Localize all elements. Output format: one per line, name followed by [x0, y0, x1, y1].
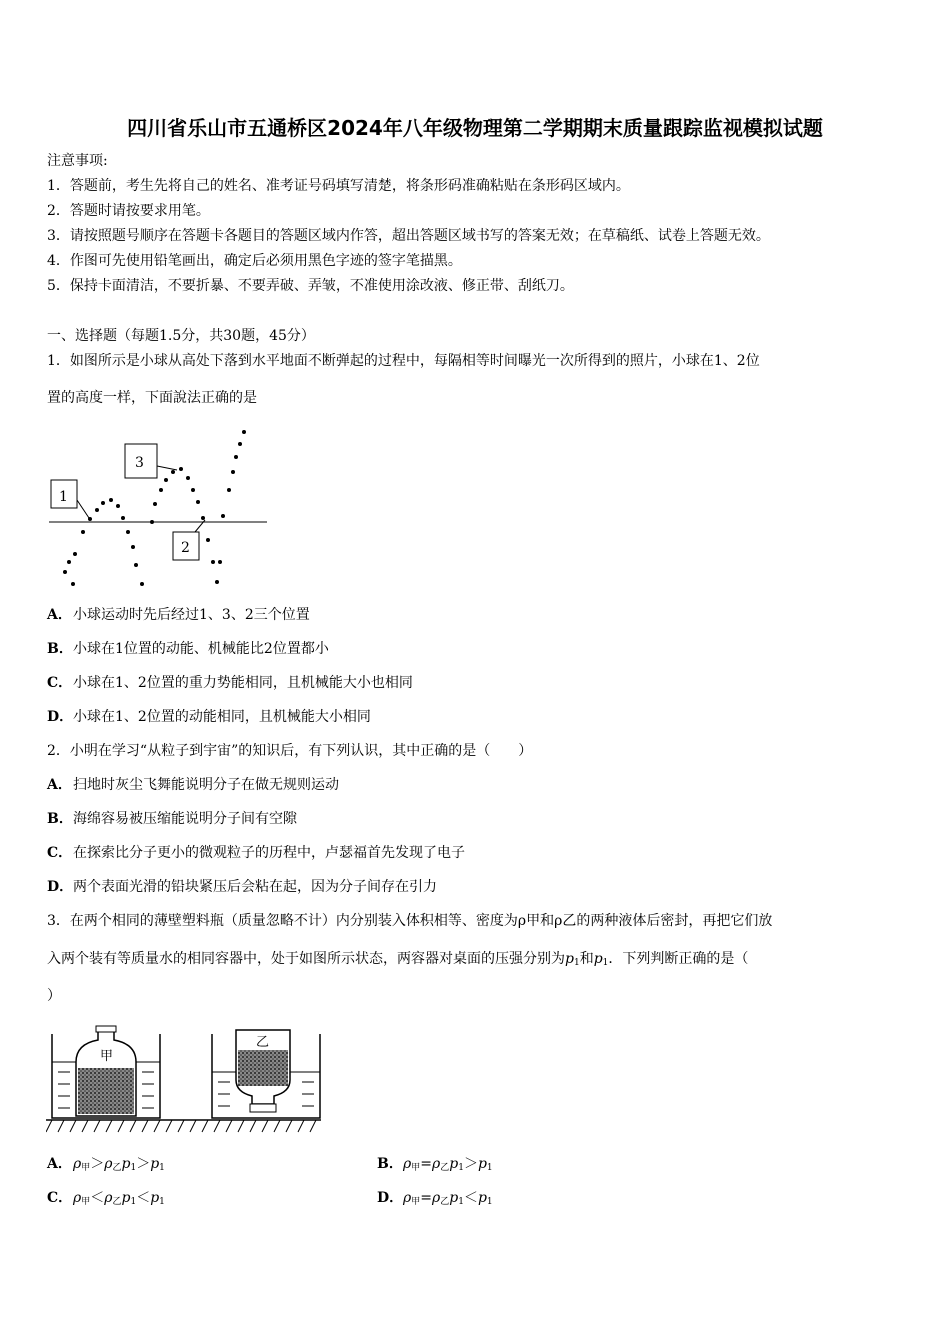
ground-hatch	[46, 1120, 316, 1132]
container-left	[52, 1026, 160, 1118]
q1-option-c: C．小球在1、2位置的重力势能相同，且机械能大小也相同	[47, 675, 413, 691]
q2-option-b: B．海绵容易被压缩能说明分子间有空隙	[47, 811, 297, 827]
bottles-figure	[46, 1024, 326, 1136]
fig-label-1: 1	[59, 489, 68, 505]
q3-stem-line2: 入两个装有等质量水的相同容器中，处于如图所示状态，两容器对桌面的压强分别为$p_1$和$p_1$．下列判断正确的是（	[47, 951, 749, 968]
q2-option-a: A．扫地时灰尘飞舞能说明分子在做无规则运动	[47, 777, 339, 793]
q3-option-b: B．$\rho_甲=\rho_乙p_1>p_1$	[377, 1156, 493, 1173]
q2-option-c: C．在探索比分子更小的微观粒子的历程中，卢瑟福首先发现了电子	[47, 845, 465, 861]
notice-item: 5．保持卡面清洁，不要折暴、不要弄破、弄皱，不准使用涂改液、修正带、刮纸刀。	[47, 278, 574, 294]
label-box-1	[51, 480, 89, 518]
fig-label-jia: 甲	[100, 1049, 114, 1064]
fig-label-yi: 乙	[256, 1035, 270, 1050]
q3-stem-line3: ）	[47, 988, 61, 1004]
q1-option-d: D．小球在1、2位置的动能相同，且机械能大小相同	[47, 709, 371, 725]
q1-option-a: A．小球运动时先后经过1、3、2三个位置	[47, 607, 310, 623]
q3-option-a: A．$\rho_甲>\rho_乙p_1>p_1$	[47, 1156, 165, 1173]
container-right	[212, 1030, 320, 1118]
q2-option-d: D．两个表面光滑的铅块紧压后会粘在起，因为分子间存在引力	[47, 879, 437, 895]
fig-label-3: 3	[135, 455, 144, 471]
section-heading: 一、选择题（每题1.5分，共30题，45分）	[47, 328, 315, 344]
fig-label-2: 2	[181, 540, 190, 556]
bouncing-ball-figure	[45, 422, 275, 587]
q3-option-c: C．$\rho_甲<\rho_乙p_1<p_1$	[47, 1190, 165, 1207]
notice-item: 4．作图可先使用铅笔画出，确定后必须用黑色字迹的签字笔描黑。	[47, 253, 462, 269]
notice-heading: 注意事项:	[47, 153, 108, 169]
q3-option-d: D．$\rho_甲=\rho_乙p_1<p_1$	[377, 1190, 493, 1207]
q3-stem-line1: 3．在两个相同的薄壁塑料瓶（质量忽略不计）内分别装入体积相等、密度为ρ甲和ρ乙的两种液体后密封，再把它们放	[47, 913, 773, 929]
label-box-3	[125, 444, 177, 478]
label-box-2	[173, 520, 205, 560]
notice-item: 2．答题时请按要求用笔。	[47, 203, 210, 219]
q1-stem-line1: 1．如图所示是小球从高处下落到水平地面不断弹起的过程中，每隔相等时间曝光一次所得到的照片，小球在1、2位	[47, 353, 760, 369]
notice-item: 1．答题前，考生先将自己的姓名、准考证号码填写清楚，将条形码准确粘贴在条形码区域内。	[47, 178, 630, 194]
q1-stem-line2: 置的高度一样，下面說法正确的是	[47, 390, 257, 406]
notice-item: 3．请按照题号顺序在答题卡各题目的答题区域内作答，超出答题区域书写的答案无效；在草稿纸、试卷上答题无效。	[47, 228, 770, 244]
q2-stem: 2．小明在学习“从粒子到宇宙”的知识后，有下列认识，其中正确的是（ ）	[47, 743, 533, 759]
page-title: 四川省乐山市五通桥区2024年八年级物理第二学期期末质量跟踪监视模拟试题	[127, 116, 823, 140]
q1-option-b: B．小球在1位置的动能、机械能比2位置都小	[47, 641, 329, 657]
